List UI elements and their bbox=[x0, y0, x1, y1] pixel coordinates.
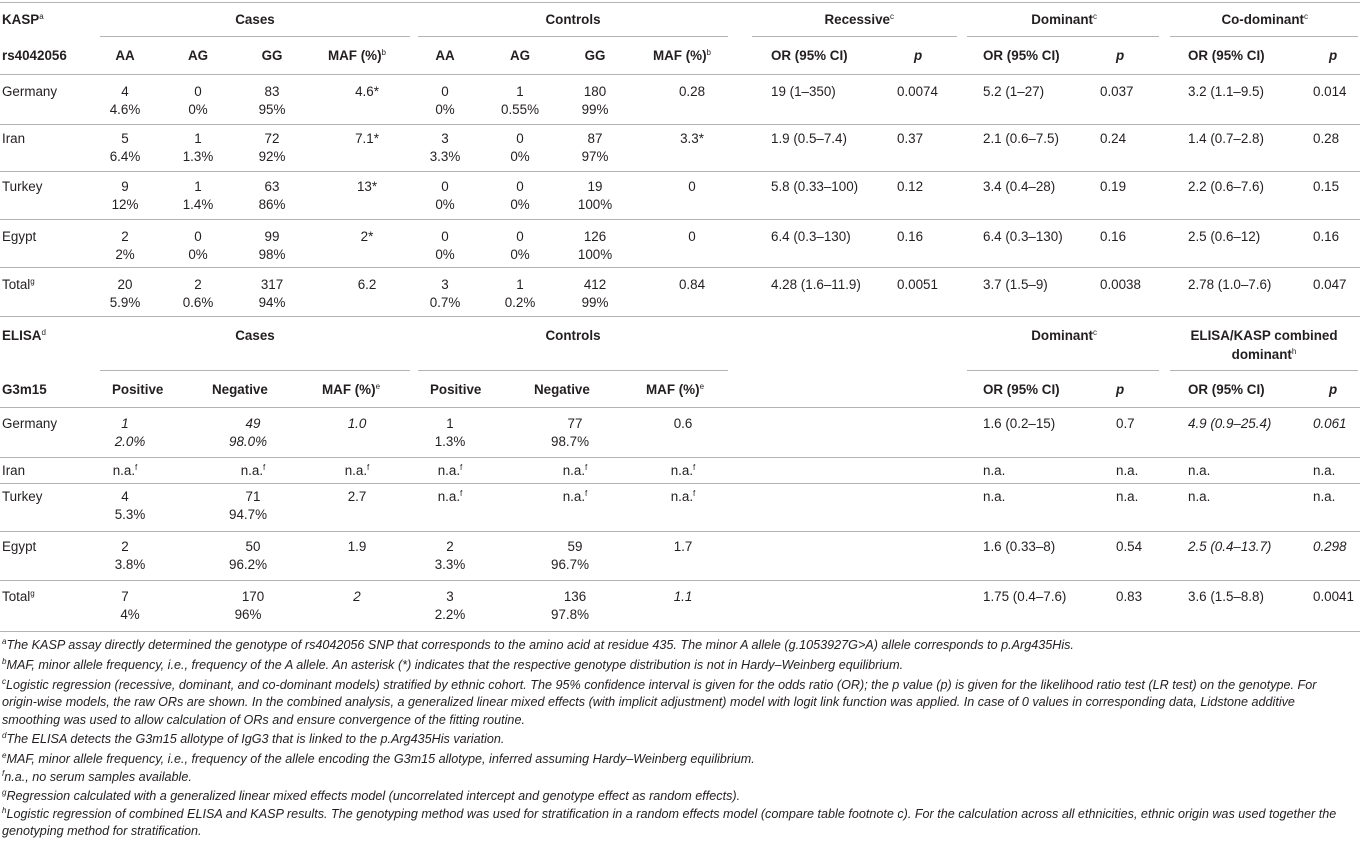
count-cell: 1 bbox=[121, 416, 129, 431]
p-cell: 0.28 bbox=[1313, 131, 1340, 146]
percent-cell: 98.7% bbox=[551, 434, 589, 449]
group-underline bbox=[752, 36, 957, 37]
count-cell: 4 bbox=[121, 489, 129, 504]
recessive-header: Recessive$^c$ bbox=[824, 12, 894, 27]
count-cell: 0 bbox=[194, 229, 202, 244]
count-cell: 99 bbox=[264, 229, 280, 244]
or-cell: n.a. bbox=[1188, 463, 1211, 478]
percent-cell: 100% bbox=[577, 247, 613, 262]
count-cell: 2 bbox=[194, 277, 202, 292]
row-label: Egypt bbox=[2, 539, 37, 554]
p-cell: 0.37 bbox=[897, 131, 924, 146]
maf-cell: 0.84 bbox=[678, 277, 706, 292]
or-cell: 2.78 (1.0–7.6) bbox=[1188, 277, 1272, 292]
count-cell: 5 bbox=[121, 131, 129, 146]
row-label: Iran bbox=[2, 131, 26, 146]
count-cell: 412 bbox=[583, 277, 607, 292]
percent-cell: 96% bbox=[234, 607, 262, 622]
p-cell: n.a. bbox=[1116, 489, 1139, 504]
elisa-cases-header: Cases bbox=[235, 328, 275, 343]
or-cell: n.a. bbox=[983, 463, 1006, 478]
col-aa: AA bbox=[435, 48, 455, 63]
maf-cell: 13* bbox=[356, 179, 378, 194]
col-or: OR (95% CI) bbox=[1188, 382, 1265, 397]
maf-cell: 1.0 bbox=[347, 416, 367, 431]
row-rule bbox=[0, 531, 1360, 532]
percent-cell: 6.4% bbox=[109, 149, 141, 164]
col-p: p bbox=[1116, 382, 1125, 397]
percent-cell: 0.2% bbox=[504, 295, 536, 310]
allotype-label: G3m15 bbox=[2, 382, 47, 397]
percent-cell: 0% bbox=[188, 247, 208, 262]
col-gg: GG bbox=[261, 48, 283, 63]
count-cell: 2 bbox=[121, 229, 129, 244]
count-cell: 59 bbox=[567, 539, 583, 554]
count-cell: 4 bbox=[121, 84, 129, 99]
group-underline bbox=[100, 370, 410, 371]
count-cell: n.a.$^f$ bbox=[437, 463, 463, 478]
footnote-d: $^d$The ELISA detects the G3m15 allotype of IgG3 that is linked to the p.Arg435His variation. bbox=[2, 731, 505, 746]
count-cell: 9 bbox=[121, 179, 129, 194]
maf-cell: 2* bbox=[360, 229, 374, 244]
footnote-b: $^b$MAF, minor allele frequency, i.e., frequency of the A allele. An asterisk (*) indicates that the respective genotype distribution is not in Hardy–Weinberg equilibrium. bbox=[2, 657, 904, 672]
count-cell: 1 bbox=[516, 277, 524, 292]
footnote-e: $^e$MAF, minor allele frequency, i.e., frequency of the allele encoding the G3m15 allotype, inferred assuming Hardy–Weinberg equilibrium. bbox=[2, 751, 755, 766]
count-cell: 317 bbox=[260, 277, 284, 292]
percent-cell: 96.2% bbox=[229, 557, 267, 572]
count-cell: n.a.$^f$ bbox=[562, 463, 588, 478]
col-p: p bbox=[1329, 382, 1338, 397]
p-cell: 0.0074 bbox=[897, 84, 938, 99]
percent-cell: 0.7% bbox=[429, 295, 461, 310]
count-cell: 2 bbox=[121, 539, 129, 554]
count-cell: 0 bbox=[441, 179, 449, 194]
maf-cell: 6.2 bbox=[357, 277, 377, 292]
p-cell: 0.7 bbox=[1116, 416, 1135, 431]
or-cell: 3.4 (0.4–28) bbox=[983, 179, 1056, 194]
p-cell: 0.0041 bbox=[1313, 589, 1354, 604]
or-cell: 2.5 (0.6–12) bbox=[1188, 229, 1261, 244]
percent-cell: 0% bbox=[435, 102, 455, 117]
col-negative: Negative bbox=[212, 382, 268, 397]
or-cell: 1.6 (0.2–15) bbox=[983, 416, 1056, 431]
count-cell: 170 bbox=[241, 589, 265, 604]
count-cell: 136 bbox=[563, 589, 587, 604]
count-cell: 1 bbox=[194, 179, 202, 194]
p-cell: 0.15 bbox=[1313, 179, 1340, 194]
percent-cell: 0% bbox=[188, 102, 208, 117]
count-cell: 0 bbox=[441, 84, 449, 99]
percent-cell: 2.2% bbox=[434, 607, 466, 622]
elisa-dominant-header: Dominant$^c$ bbox=[1031, 328, 1097, 343]
count-cell: 3 bbox=[446, 589, 454, 604]
count-cell: 49 bbox=[245, 416, 261, 431]
p-cell: 0.12 bbox=[897, 179, 924, 194]
percent-cell: 100% bbox=[577, 197, 613, 212]
table-bottom-rule bbox=[0, 631, 1360, 632]
row-rule bbox=[0, 219, 1360, 220]
percent-cell: 0% bbox=[435, 197, 455, 212]
count-cell: 0 bbox=[194, 84, 202, 99]
row-rule bbox=[0, 483, 1360, 484]
col-p: p bbox=[1116, 48, 1125, 63]
or-cell: 1.75 (0.4–7.6) bbox=[983, 589, 1067, 604]
count-cell: n.a.$^f$ bbox=[437, 489, 463, 504]
col-or: OR (95% CI) bbox=[771, 48, 848, 63]
group-underline bbox=[418, 36, 728, 37]
or-cell: 5.8 (0.33–100) bbox=[771, 179, 859, 194]
maf-cell: 0 bbox=[688, 179, 696, 194]
percent-cell: 99% bbox=[581, 102, 609, 117]
percent-cell: 0% bbox=[510, 149, 530, 164]
codominant-header: Co-dominant$^c$ bbox=[1221, 12, 1308, 27]
col-ag: AG bbox=[509, 48, 531, 63]
percent-cell: 0% bbox=[510, 247, 530, 262]
col-ag: AG bbox=[187, 48, 209, 63]
elisa-label: ELISA$^d$ bbox=[2, 328, 46, 343]
maf-cell: n.a.$^f$ bbox=[670, 489, 696, 504]
percent-cell: 0% bbox=[510, 197, 530, 212]
section-rule bbox=[0, 316, 1360, 317]
p-cell: 0.54 bbox=[1116, 539, 1143, 554]
percent-cell: 1.4% bbox=[182, 197, 214, 212]
col-positive: Positive bbox=[430, 382, 482, 397]
row-label: Egypt bbox=[2, 229, 37, 244]
percent-cell: 1.3% bbox=[434, 434, 466, 449]
maf-cell: 3.3* bbox=[680, 131, 704, 146]
or-cell: 6.4 (0.3–130) bbox=[983, 229, 1063, 244]
row-label: Germany bbox=[2, 416, 58, 431]
percent-cell: 1.3% bbox=[182, 149, 214, 164]
row-rule bbox=[0, 171, 1360, 172]
row-rule bbox=[0, 124, 1360, 125]
percent-cell: 94.7% bbox=[229, 507, 267, 522]
percent-cell: 99% bbox=[581, 295, 609, 310]
row-label: Germany bbox=[2, 84, 58, 99]
maf-cell: 0.28 bbox=[678, 84, 706, 99]
p-cell: 0.037 bbox=[1100, 84, 1134, 99]
p-cell: 0.0038 bbox=[1100, 277, 1141, 292]
percent-cell: 0.6% bbox=[182, 295, 214, 310]
p-cell: n.a. bbox=[1116, 463, 1139, 478]
count-cell: n.a.$^f$ bbox=[240, 463, 266, 478]
percent-cell: 97% bbox=[581, 149, 609, 164]
group-underline bbox=[967, 370, 1159, 371]
count-cell: 72 bbox=[264, 131, 280, 146]
count-cell: 71 bbox=[245, 489, 261, 504]
col-gg: GG bbox=[584, 48, 606, 63]
or-cell: 4.28 (1.6–11.9) bbox=[771, 277, 861, 292]
or-cell: 2.2 (0.6–7.6) bbox=[1188, 179, 1264, 194]
count-cell: 126 bbox=[583, 229, 607, 244]
or-cell: 3.6 (1.5–8.8) bbox=[1188, 589, 1264, 604]
or-cell: 19 (1–350) bbox=[771, 84, 836, 99]
count-cell: 1 bbox=[446, 416, 454, 431]
count-cell: 83 bbox=[264, 84, 280, 99]
percent-cell: 96.7% bbox=[551, 557, 589, 572]
maf-cell: 7.1* bbox=[355, 131, 379, 146]
p-cell: 0.047 bbox=[1313, 277, 1347, 292]
group-underline bbox=[1170, 370, 1358, 371]
count-cell: 19 bbox=[587, 179, 603, 194]
footnote-h: $^h$Logistic regression of combined ELISA and KASP results. The genotyping method was used for stratification in a random effects model (compare table footnote c). For the calculation across all ethnicities, ethnic origin was used together the genotyping method for stratification. bbox=[2, 806, 1337, 839]
percent-cell: 3.8% bbox=[114, 557, 146, 572]
count-cell: 180 bbox=[583, 84, 607, 99]
or-cell: 1.9 (0.5–7.4) bbox=[771, 131, 847, 146]
count-cell: 7 bbox=[121, 589, 129, 604]
count-cell: 0 bbox=[516, 229, 524, 244]
header-rule bbox=[0, 74, 1360, 75]
percent-cell: 3.3% bbox=[429, 149, 461, 164]
p-cell: 0.16 bbox=[897, 229, 924, 244]
row-label: Turkey bbox=[2, 489, 43, 504]
snp-label: rs4042056 bbox=[2, 48, 67, 63]
or-cell: 1.6 (0.33–8) bbox=[983, 539, 1056, 554]
row-label: Turkey bbox=[2, 179, 43, 194]
kasp-label: KASP$^a$ bbox=[2, 12, 44, 27]
count-cell: 0 bbox=[516, 131, 524, 146]
col-maf: MAF (%)$^b$ bbox=[327, 48, 386, 63]
row-label: Total$^g$ bbox=[2, 589, 35, 604]
count-cell: 3 bbox=[441, 131, 449, 146]
percent-cell: 98.0% bbox=[229, 434, 267, 449]
maf-cell: 2 bbox=[353, 589, 361, 604]
or-cell: 5.2 (1–27) bbox=[983, 84, 1045, 99]
footnote-c: $^c$Logistic regression (recessive, dominant, and co-dominant models) stratified by ethnic cohort. The 95% confidence interval is given for the odds ratio (OR); the p value (p) is given for the likelihood ratio test (LR test) on the genotype. For origin-wise models, the raw ORs are shown. In the combined analysis, a generalized linear mixed effects (with implicit adjustment) model with logit link function was applied. In case of 0 values in corresponding data, Lidstone additive smoothing was used to allow calculation of ORs and ensure convergence of the fitting routine. bbox=[2, 677, 1317, 727]
percent-cell: 95% bbox=[258, 102, 286, 117]
p-cell: 0.16 bbox=[1100, 229, 1127, 244]
or-cell: 1.4 (0.7–2.8) bbox=[1188, 131, 1264, 146]
col-or: OR (95% CI) bbox=[1188, 48, 1265, 63]
percent-cell: 2% bbox=[115, 247, 135, 262]
row-label: Total$^g$ bbox=[2, 277, 35, 292]
col-or: OR (95% CI) bbox=[983, 382, 1060, 397]
count-cell: 63 bbox=[264, 179, 280, 194]
or-cell: 3.2 (1.1–9.5) bbox=[1188, 84, 1264, 99]
percent-cell: 4.6% bbox=[109, 102, 141, 117]
footnote-g: $^g$Regression calculated with a generalized linear mixed effects model (uncorrelated intercept and genotype effect as random effects). bbox=[2, 788, 741, 803]
col-aa: AA bbox=[115, 48, 135, 63]
maf-cell: 1.9 bbox=[347, 539, 367, 554]
count-cell: n.a.$^f$ bbox=[112, 463, 138, 478]
count-cell: 2 bbox=[446, 539, 454, 554]
percent-cell: 0% bbox=[435, 247, 455, 262]
group-underline bbox=[967, 36, 1159, 37]
dominant-header: Dominant$^c$ bbox=[1031, 12, 1097, 27]
kasp-cases-header: Cases bbox=[235, 12, 275, 27]
p-cell: 0.298 bbox=[1313, 539, 1347, 554]
col-positive: Positive bbox=[112, 382, 164, 397]
maf-cell: 4.6* bbox=[355, 84, 379, 99]
col-maf: MAF (%)$^b$ bbox=[652, 48, 711, 63]
percent-cell: 12% bbox=[111, 197, 139, 212]
maf-cell: 1.1 bbox=[673, 589, 693, 604]
p-cell: 0.83 bbox=[1116, 589, 1143, 604]
header-rule bbox=[0, 407, 1360, 408]
elisa-controls-header: Controls bbox=[545, 328, 601, 343]
percent-cell: 92% bbox=[258, 149, 286, 164]
or-cell: 4.9 (0.9–25.4) bbox=[1188, 416, 1272, 431]
maf-cell: 0.6 bbox=[673, 416, 693, 431]
p-cell: 0.19 bbox=[1100, 179, 1127, 194]
maf-cell: 1.7 bbox=[673, 539, 693, 554]
or-cell: 6.4 (0.3–130) bbox=[771, 229, 851, 244]
footnote-a: $^a$The KASP assay directly determined the genotype of rs4042056 SNP that corresponds to the amino acid at residue 435. The minor A allele (g.1053927G>A) allele corresponds to p.Arg435His. bbox=[2, 637, 1074, 652]
p-cell: 0.24 bbox=[1100, 131, 1127, 146]
maf-cell: n.a.$^f$ bbox=[344, 463, 370, 478]
group-underline bbox=[1170, 36, 1358, 37]
footnote-f: $^f$n.a., no serum samples available. bbox=[2, 769, 192, 784]
percent-cell: 98% bbox=[258, 247, 286, 262]
group-underline bbox=[418, 370, 728, 371]
count-cell: 3 bbox=[441, 277, 449, 292]
p-cell: n.a. bbox=[1313, 489, 1336, 504]
count-cell: 77 bbox=[567, 416, 583, 431]
kasp-controls-header: Controls bbox=[545, 12, 601, 27]
count-cell: 1 bbox=[194, 131, 202, 146]
p-cell: 0.0051 bbox=[897, 277, 938, 292]
percent-cell: 3.3% bbox=[434, 557, 466, 572]
maf-cell: 2.7 bbox=[347, 489, 367, 504]
count-cell: 20 bbox=[117, 277, 133, 292]
percent-cell: 94% bbox=[258, 295, 286, 310]
count-cell: 0 bbox=[441, 229, 449, 244]
percent-cell: 86% bbox=[258, 197, 286, 212]
or-cell: 2.1 (0.6–7.5) bbox=[983, 131, 1059, 146]
percent-cell: 0.55% bbox=[501, 102, 539, 117]
row-rule bbox=[0, 580, 1360, 581]
count-cell: 50 bbox=[245, 539, 261, 554]
or-cell: n.a. bbox=[1188, 489, 1211, 504]
table-top-rule bbox=[0, 2, 1360, 3]
count-cell: 1 bbox=[516, 84, 524, 99]
percent-cell: 2.0% bbox=[114, 434, 146, 449]
count-cell: 87 bbox=[587, 131, 603, 146]
combined-header-line2: dominant$^h$ bbox=[1231, 347, 1297, 362]
col-negative: Negative bbox=[534, 382, 590, 397]
maf-cell: n.a.$^f$ bbox=[670, 463, 696, 478]
or-cell: n.a. bbox=[983, 489, 1006, 504]
percent-cell: 97.8% bbox=[551, 607, 589, 622]
count-cell: n.a.$^f$ bbox=[562, 489, 588, 504]
or-cell: 2.5 (0.4–13.7) bbox=[1188, 539, 1272, 554]
p-cell: 0.014 bbox=[1313, 84, 1347, 99]
col-maf: MAF (%)$^e$ bbox=[322, 382, 381, 397]
or-cell: 3.7 (1.5–9) bbox=[983, 277, 1048, 292]
col-or: OR (95% CI) bbox=[983, 48, 1060, 63]
col-maf: MAF (%)$^e$ bbox=[646, 382, 705, 397]
p-cell: n.a. bbox=[1313, 463, 1336, 478]
p-cell: 0.061 bbox=[1313, 416, 1347, 431]
col-p: p bbox=[914, 48, 923, 63]
row-rule bbox=[0, 267, 1360, 268]
row-label: Iran bbox=[2, 463, 26, 478]
combined-header-line1: ELISA/KASP combined bbox=[1190, 328, 1338, 343]
group-underline bbox=[100, 36, 410, 37]
percent-cell: 4% bbox=[120, 607, 140, 622]
maf-cell: 0 bbox=[688, 229, 696, 244]
count-cell: 0 bbox=[516, 179, 524, 194]
percent-cell: 5.9% bbox=[109, 295, 141, 310]
percent-cell: 5.3% bbox=[114, 507, 146, 522]
row-rule bbox=[0, 457, 1360, 458]
col-p: p bbox=[1329, 48, 1338, 63]
p-cell: 0.16 bbox=[1313, 229, 1340, 244]
